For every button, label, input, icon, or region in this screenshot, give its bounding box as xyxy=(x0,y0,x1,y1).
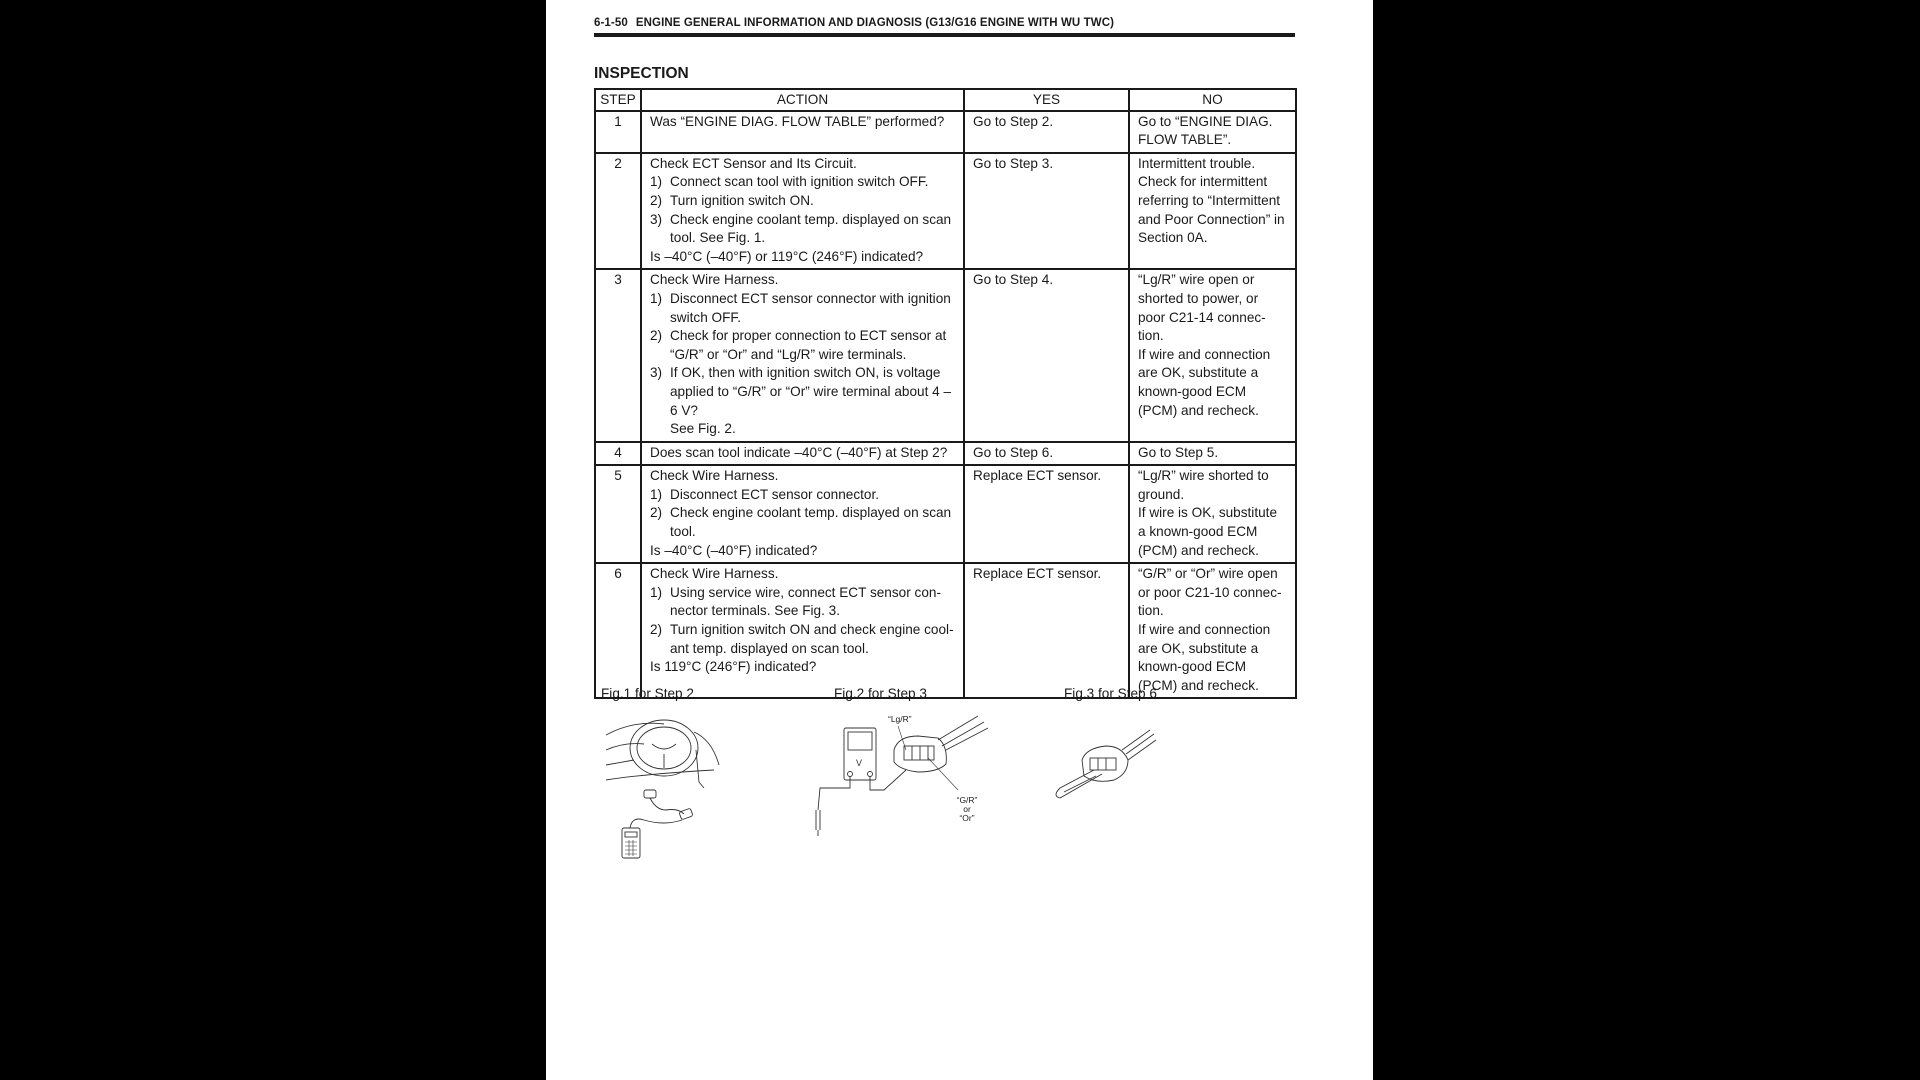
no-text-line: Go to Step 5. xyxy=(1138,444,1219,460)
table-row xyxy=(595,111,1296,153)
yes-cell xyxy=(964,111,1129,153)
no-text-line: “Lg/R” wire open or xyxy=(1138,272,1255,288)
step-number: 3 xyxy=(595,269,641,441)
no-text-line: referring to “Intermittent xyxy=(1138,192,1281,208)
table-row xyxy=(595,465,1296,563)
action-item-text: Disconnect ECT sensor connector. xyxy=(670,486,880,502)
action-question: Is 119°C (246°F) indicated? xyxy=(650,659,817,675)
column-header-step: STEP xyxy=(595,89,641,111)
fig1-label: Fig.1 for Step 2 xyxy=(601,686,694,701)
no-text-line: (PCM) and recheck. xyxy=(1138,402,1259,418)
yes-cell xyxy=(964,563,1129,698)
header-title: ENGINE GENERAL INFORMATION AND DIAGNOSIS (G13/G16 ENGINE WITH WU TWC) xyxy=(635,17,1115,29)
table-row xyxy=(595,563,1296,698)
no-text-line: “Lg/R” wire shorted to xyxy=(1138,468,1269,484)
no-text-line: FLOW TABLE”. xyxy=(1138,132,1232,148)
no-cell xyxy=(1129,465,1296,563)
step-number: 5 xyxy=(595,465,641,563)
no-text-line: “G/R” or “Or” wire open xyxy=(1138,566,1278,582)
action-lead: Check Wire Harness. xyxy=(650,566,779,582)
manual-page xyxy=(546,0,1373,1080)
no-text-line: (PCM) and recheck. xyxy=(1138,677,1259,693)
table-row xyxy=(595,442,1296,466)
action-item-text: Turn ignition switch ON and check engine cool-ant temp. displayed on scan tool. xyxy=(670,622,954,656)
callout-lg-r: “Lg/R” xyxy=(888,714,912,724)
step-number: 4 xyxy=(595,442,641,466)
action-item xyxy=(650,364,955,420)
yes-text-line: Replace ECT sensor. xyxy=(973,468,1102,484)
action-item-number: 2) xyxy=(650,192,663,208)
no-text-line: Check for intermittent xyxy=(1138,174,1268,190)
action-item-number xyxy=(650,420,670,439)
column-header-action: ACTION xyxy=(641,89,964,111)
no-cell xyxy=(1129,153,1296,270)
no-text-line: poor C21-14 connec- xyxy=(1138,309,1266,325)
yes-cell xyxy=(964,442,1129,466)
callout-g-r: “G/R” xyxy=(956,795,978,805)
action-item-text: Check engine coolant temp. displayed on scan tool. xyxy=(670,505,952,540)
action-cell xyxy=(641,111,964,153)
no-text-line: ground. xyxy=(1138,486,1185,502)
no-text-line: and Poor Connection” in xyxy=(1138,211,1285,227)
action-item-text: Disconnect ECT sensor connector with ignition switch OFF. xyxy=(670,290,951,325)
no-text-line: are OK, substitute a xyxy=(1138,640,1259,656)
action-item xyxy=(650,173,955,192)
yes-cell xyxy=(964,269,1129,441)
action-item-number: 1) xyxy=(650,486,663,502)
no-text-line: shorted to power, or xyxy=(1138,290,1259,306)
no-text-line: Intermittent trouble. xyxy=(1138,155,1256,171)
column-header-yes: YES xyxy=(964,89,1129,111)
no-cell xyxy=(1129,269,1296,441)
action-item-text: Check engine coolant temp. displayed on scan tool. See Fig. 1. xyxy=(670,211,952,246)
no-text-line: If wire is OK, substitute xyxy=(1138,505,1278,521)
voltmeter-connector-illustration xyxy=(808,710,998,850)
action-item xyxy=(650,327,955,364)
action-lead: Was “ENGINE DIAG. FLOW TABLE” performed? xyxy=(650,113,945,129)
step-number: 1 xyxy=(595,111,641,153)
no-text-line: or poor C21-10 connec- xyxy=(1138,584,1282,600)
table-header-row xyxy=(595,89,1296,111)
scan-tool-connection-illustration xyxy=(604,710,724,860)
action-item xyxy=(650,621,955,658)
no-text-line: If wire and connection xyxy=(1138,622,1271,638)
no-text-line: Go to “ENGINE DIAG. xyxy=(1138,113,1273,129)
callout-or-word: or xyxy=(963,804,971,814)
action-item-number: 1) xyxy=(650,584,663,600)
page-number: 6-1-50 xyxy=(594,17,628,29)
no-text-line: known-good ECM xyxy=(1138,383,1247,399)
inspection-table xyxy=(594,88,1297,699)
yes-text-line: Go to Step 3. xyxy=(973,155,1054,171)
action-cell xyxy=(641,442,964,466)
action-item-number: 3) xyxy=(650,211,663,227)
yes-cell xyxy=(964,153,1129,270)
action-item xyxy=(650,211,955,248)
fig3-label: Fig.3 for Step 6 xyxy=(1064,686,1157,701)
action-item-number: 3) xyxy=(650,365,663,381)
action-item-number: 2) xyxy=(650,328,663,344)
action-item-text: If OK, then with ignition switch ON, is voltage applied to “G/R” or “Or” wire terminal about 4 – 6 V? xyxy=(670,365,952,418)
no-text-line: Section 0A. xyxy=(1138,230,1208,246)
action-item xyxy=(650,486,955,505)
action-item xyxy=(650,420,955,439)
yes-text-line: Replace ECT sensor. xyxy=(973,566,1102,582)
action-item xyxy=(650,584,955,621)
action-question: Is –40°C (–40°F) indicated? xyxy=(650,542,818,558)
section-title: INSPECTION xyxy=(594,65,689,82)
table-row xyxy=(595,269,1296,441)
svg-text:V: V xyxy=(856,758,863,768)
action-item-number: 2) xyxy=(650,622,663,638)
action-item-number: 2) xyxy=(650,505,663,521)
action-cell xyxy=(641,153,964,270)
header-rule xyxy=(594,33,1295,37)
yes-text-line: Go to Step 6. xyxy=(973,444,1054,460)
action-lead: Check Wire Harness. xyxy=(650,468,779,484)
table-row xyxy=(595,153,1296,270)
yes-cell xyxy=(964,465,1129,563)
no-cell xyxy=(1129,442,1296,466)
action-item-text: Turn ignition switch ON. xyxy=(670,192,814,208)
action-item-text: Connect scan tool with ignition switch OFF. xyxy=(670,174,929,190)
table-body xyxy=(595,111,1296,699)
service-wire-connector-illustration xyxy=(1046,720,1166,820)
no-cell xyxy=(1129,111,1296,153)
no-text-line: are OK, substitute a xyxy=(1138,365,1259,381)
no-text-line: tion. xyxy=(1138,603,1164,619)
step-number: 2 xyxy=(595,153,641,270)
action-item-text: Check for proper connection to ECT sensor at “G/R” or “Or” and “Lg/R” wire terminals. xyxy=(670,328,947,362)
action-question: Is –40°C (–40°F) or 119°C (246°F) indicated? xyxy=(650,248,924,264)
action-item-number: 1) xyxy=(650,290,663,306)
no-text-line: tion. xyxy=(1138,328,1164,344)
no-text-line: If wire and connection xyxy=(1138,346,1271,362)
action-item-text: Using service wire, connect ECT sensor con-nector terminals. See Fig. 3. xyxy=(670,584,941,619)
action-item-text: See Fig. 2. xyxy=(670,421,736,437)
no-text-line: a known-good ECM xyxy=(1138,524,1258,540)
step-number: 6 xyxy=(595,563,641,698)
action-item xyxy=(650,290,955,327)
column-header-no: NO xyxy=(1129,89,1296,111)
yes-text-line: Go to Step 2. xyxy=(973,113,1054,129)
action-item xyxy=(650,504,955,541)
action-lead: Does scan tool indicate –40°C (–40°F) at Step 2? xyxy=(650,444,948,460)
action-cell xyxy=(641,563,964,698)
action-cell xyxy=(641,269,964,441)
yes-text-line: Go to Step 4. xyxy=(973,272,1054,288)
no-cell xyxy=(1129,563,1296,698)
no-text-line: known-good ECM xyxy=(1138,659,1247,675)
action-item-number: 1) xyxy=(650,174,663,190)
fig2-label: Fig.2 for Step 3 xyxy=(834,686,927,701)
action-lead: Check ECT Sensor and Its Circuit. xyxy=(650,155,857,171)
no-text-line: (PCM) and recheck. xyxy=(1138,542,1259,558)
callout-g-r-or xyxy=(954,796,980,823)
action-lead: Check Wire Harness. xyxy=(650,272,779,288)
page-header xyxy=(594,17,1114,29)
action-item xyxy=(650,192,955,211)
action-cell xyxy=(641,465,964,563)
callout-or: “Or” xyxy=(959,813,975,823)
